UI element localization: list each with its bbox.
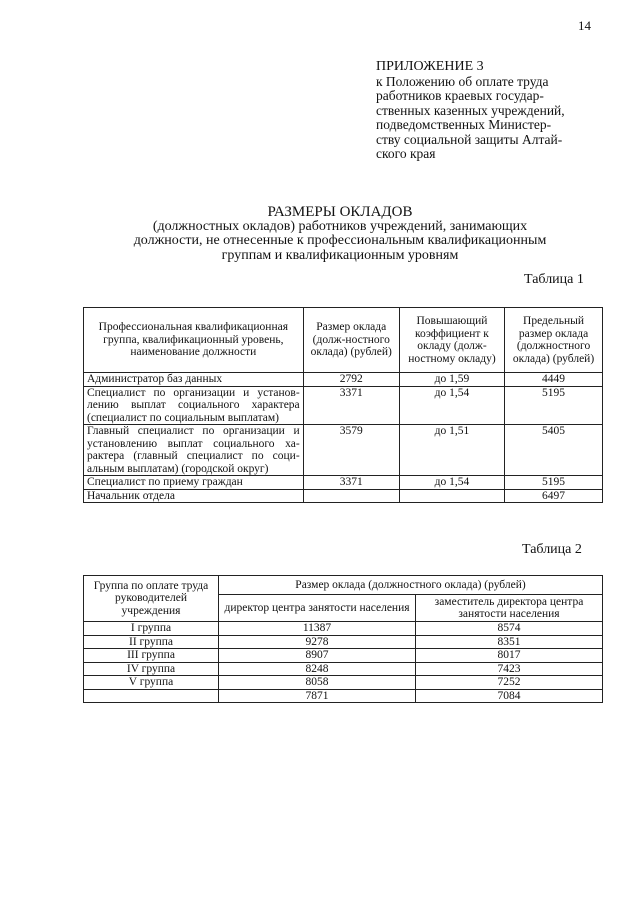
director-salary-value: 11387: [219, 622, 416, 636]
heading-line: группам и квалификационным уровням: [221, 247, 459, 263]
appendix-line: ского края: [376, 146, 436, 161]
page-number: 14: [578, 18, 591, 33]
table1-caption: Таблица 1: [524, 272, 584, 287]
table-row: [84, 489, 603, 503]
director-salary-value: 8248: [219, 662, 416, 676]
max-salary-value: 5195: [505, 476, 603, 490]
director-salary-value: 9278: [219, 635, 416, 649]
coefficient-value: до 1,59: [399, 373, 504, 387]
group-label: III группа: [84, 649, 219, 663]
coefficient-value: до 1,51: [399, 425, 504, 476]
heading-line: (должностных окладов) работников учреждений, занимающих: [152, 218, 528, 234]
appendix-title: ПРИЛОЖЕНИЕ 3: [376, 59, 484, 74]
appendix-line: работников краевых государ-: [376, 88, 544, 103]
max-salary-value: 4449: [505, 373, 603, 387]
group-label: I группа: [84, 622, 219, 636]
column-header-salary: Размер оклада (долж-ностного оклада) (рублей): [303, 308, 399, 373]
table-header-row: [84, 576, 603, 595]
column-header-position: Профессиональная квалификационная группа, квалификационный уровень, наименование должности: [84, 308, 304, 373]
document-title: РАЗМЕРЫ ОКЛАДОВ: [267, 204, 413, 220]
table-row: [84, 386, 603, 425]
heading-line: должности, не отнесенные к профессиональным квалификационным: [133, 233, 547, 248]
group-label: [84, 689, 219, 703]
position-name: Главный специалист по организации и установлению выплат социального ха-рактера (главный специалист по соци-альным выплатам) (городской округ): [84, 425, 304, 476]
deputy-salary-value: 7423: [416, 662, 603, 676]
max-salary-value: 5195: [505, 386, 603, 425]
salary-value: 3371: [303, 476, 399, 490]
column-header-group: Группа по оплате труда руководителей учреждения: [84, 576, 219, 622]
position-name: Специалист по организации и установ-лению выплат социального характера (специалист по социальным выплатам): [84, 386, 304, 425]
coefficient-value: до 1,54: [399, 476, 504, 490]
salary-table: [83, 307, 603, 503]
max-salary-value: 5405: [505, 425, 603, 476]
position-name: Администратор баз данных: [84, 373, 304, 387]
appendix-note: [376, 60, 624, 162]
table-row: [84, 662, 603, 676]
deputy-salary-value: 7084: [416, 689, 603, 703]
coefficient-value: до 1,54: [399, 386, 504, 425]
appendix-line: ству социальной защиты Алтай-: [376, 131, 563, 147]
salary-value: 2792: [303, 373, 399, 387]
column-header-max-salary: Предельный размер оклада (должностного оклада) (рублей): [505, 308, 603, 373]
director-salary-value: 8058: [219, 676, 416, 690]
director-salary-value: 8907: [219, 649, 416, 663]
column-header-director: директор центра занятости населения: [219, 595, 416, 622]
table-row: [84, 649, 603, 663]
position-name: Специалист по приему граждан: [84, 476, 304, 490]
max-salary-value: 6497: [505, 489, 603, 503]
salary-value: 3371: [303, 386, 399, 425]
deputy-salary-value: 7252: [416, 676, 603, 690]
group-label: IV группа: [84, 662, 219, 676]
group-label: V группа: [84, 676, 219, 690]
table-row: [84, 373, 603, 387]
director-salary-table: [83, 575, 603, 703]
appendix-line: подведомственных Министер-: [376, 117, 552, 132]
column-header-coefficient: Повышающий коэффициент к окладу (долж-ностному окладу): [399, 308, 504, 373]
table-row: [84, 635, 603, 649]
salary-value: 3579: [303, 425, 399, 476]
table-row: [84, 622, 603, 636]
table-header-row: [84, 308, 603, 373]
table-row: [84, 425, 603, 476]
coefficient-value: [399, 489, 504, 503]
group-label: II группа: [84, 635, 219, 649]
salary-value: [303, 489, 399, 503]
column-header-deputy: заместитель директора центра занятости населения: [416, 595, 603, 622]
table-row: [84, 676, 603, 690]
table-row: [84, 476, 603, 490]
appendix-line: ственных казенных учреждений,: [376, 102, 565, 118]
deputy-salary-value: 8574: [416, 622, 603, 636]
table-row: [84, 689, 603, 703]
document-heading: [95, 205, 585, 263]
deputy-salary-value: 8351: [416, 635, 603, 649]
table2-caption: Таблица 2: [522, 542, 582, 557]
appendix-line: к Положению об оплате труда: [376, 73, 549, 89]
column-header-salary: Размер оклада (должностного оклада) (рублей): [219, 576, 603, 595]
director-salary-value: 7871: [219, 689, 416, 703]
position-name: Начальник отдела: [84, 489, 304, 503]
deputy-salary-value: 8017: [416, 649, 603, 663]
